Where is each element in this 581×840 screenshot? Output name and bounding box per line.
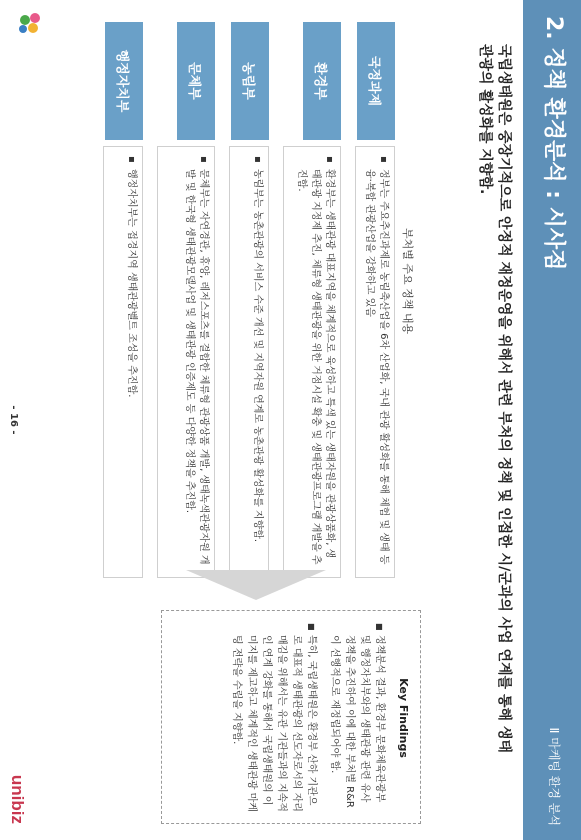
page-title: 2. 정책 환경분석 : 시사점	[541, 16, 566, 271]
key-finding-item: ■ 특히, 국립생태원은 환경부 산하 기관으로 대표적 생태관광의 선도자로서의 자리매김을 위해서는 유관 기관들과의 지속적인 연계 강화를 통해서 국립생태원의 이미지를 제고하고 체계적인 생태관광 마케팅 전략을 수립을 지향함.	[229, 623, 319, 813]
dept-label: 문체부	[177, 22, 215, 140]
dept-detail: ▪ 행정자치부는 접경지역 생태관광벨트 조성을 추진함.	[103, 146, 143, 578]
brand-logo: unibiz	[8, 774, 27, 824]
table-caption: 부처별 주요 정책 내용	[401, 228, 414, 335]
dept-label: 농림부	[231, 22, 269, 140]
page-number: - 16 -	[8, 405, 19, 435]
dept-detail: ▪ 정부는 주요추진과제로 농림축산업을 6차 산업화, 국내 관광 활성화를 통해 체험 및 생태 등 융·복합 관광산업을 강화하고 있음	[355, 146, 395, 578]
lead-paragraph: 국립생태원은 중장기적으로 안정적 재정운영을 위해서 관련 부처의 정책 및 인접한 시/군과의 사업 연계를 통해 생태관광의 활성화를 지향함.	[477, 44, 512, 753]
arrow-right-icon	[186, 570, 326, 600]
key-finding-item: ■ 정책분석 결과, 환경부 문화체육관광부 및 행정자치부와의 생태관광 관련 유사 정책을 추진하여 이에 대한 부처별 R&R이 선행적으로 재정립되어야 함.	[327, 623, 387, 813]
dept-label: 행정자치부	[105, 22, 143, 140]
institute-logo-icon	[7, 10, 43, 36]
key-findings-title: Key Findings	[397, 678, 410, 758]
key-findings-box	[161, 610, 421, 824]
dept-label: 환경부	[303, 22, 341, 140]
section-label: Ⅱ 마케팅 환경 분석	[547, 727, 561, 826]
dept-detail: ▪ 농림부는 농촌관광의 서비스 수준 개선 및 지역자원 연계로 농촌관광 활성화를 지향함.	[229, 146, 269, 578]
dept-label: 국정과제	[357, 22, 395, 140]
dept-detail: ▪ 문체부는 자연경관, 휴양, 레저스포츠를 결합한 체류형 관광상품 개발, 생태녹색관광자원 개발 및 한국형 생태관광모델사업 및 생태관광 인증제도 등 다양한 정책을 추진함.	[157, 146, 215, 578]
header-bar	[523, 0, 581, 840]
dept-detail: ▪ 환경부는 생태관광 대표지역을 체계적으로 육성하고 특색 있는 생태자원을 관광상품화, 생태관광 지정제 추진, 체류형 생태관광을 위한 거점시설 확충 및 생태관광프로그램 개발을 추진함.	[283, 146, 341, 578]
